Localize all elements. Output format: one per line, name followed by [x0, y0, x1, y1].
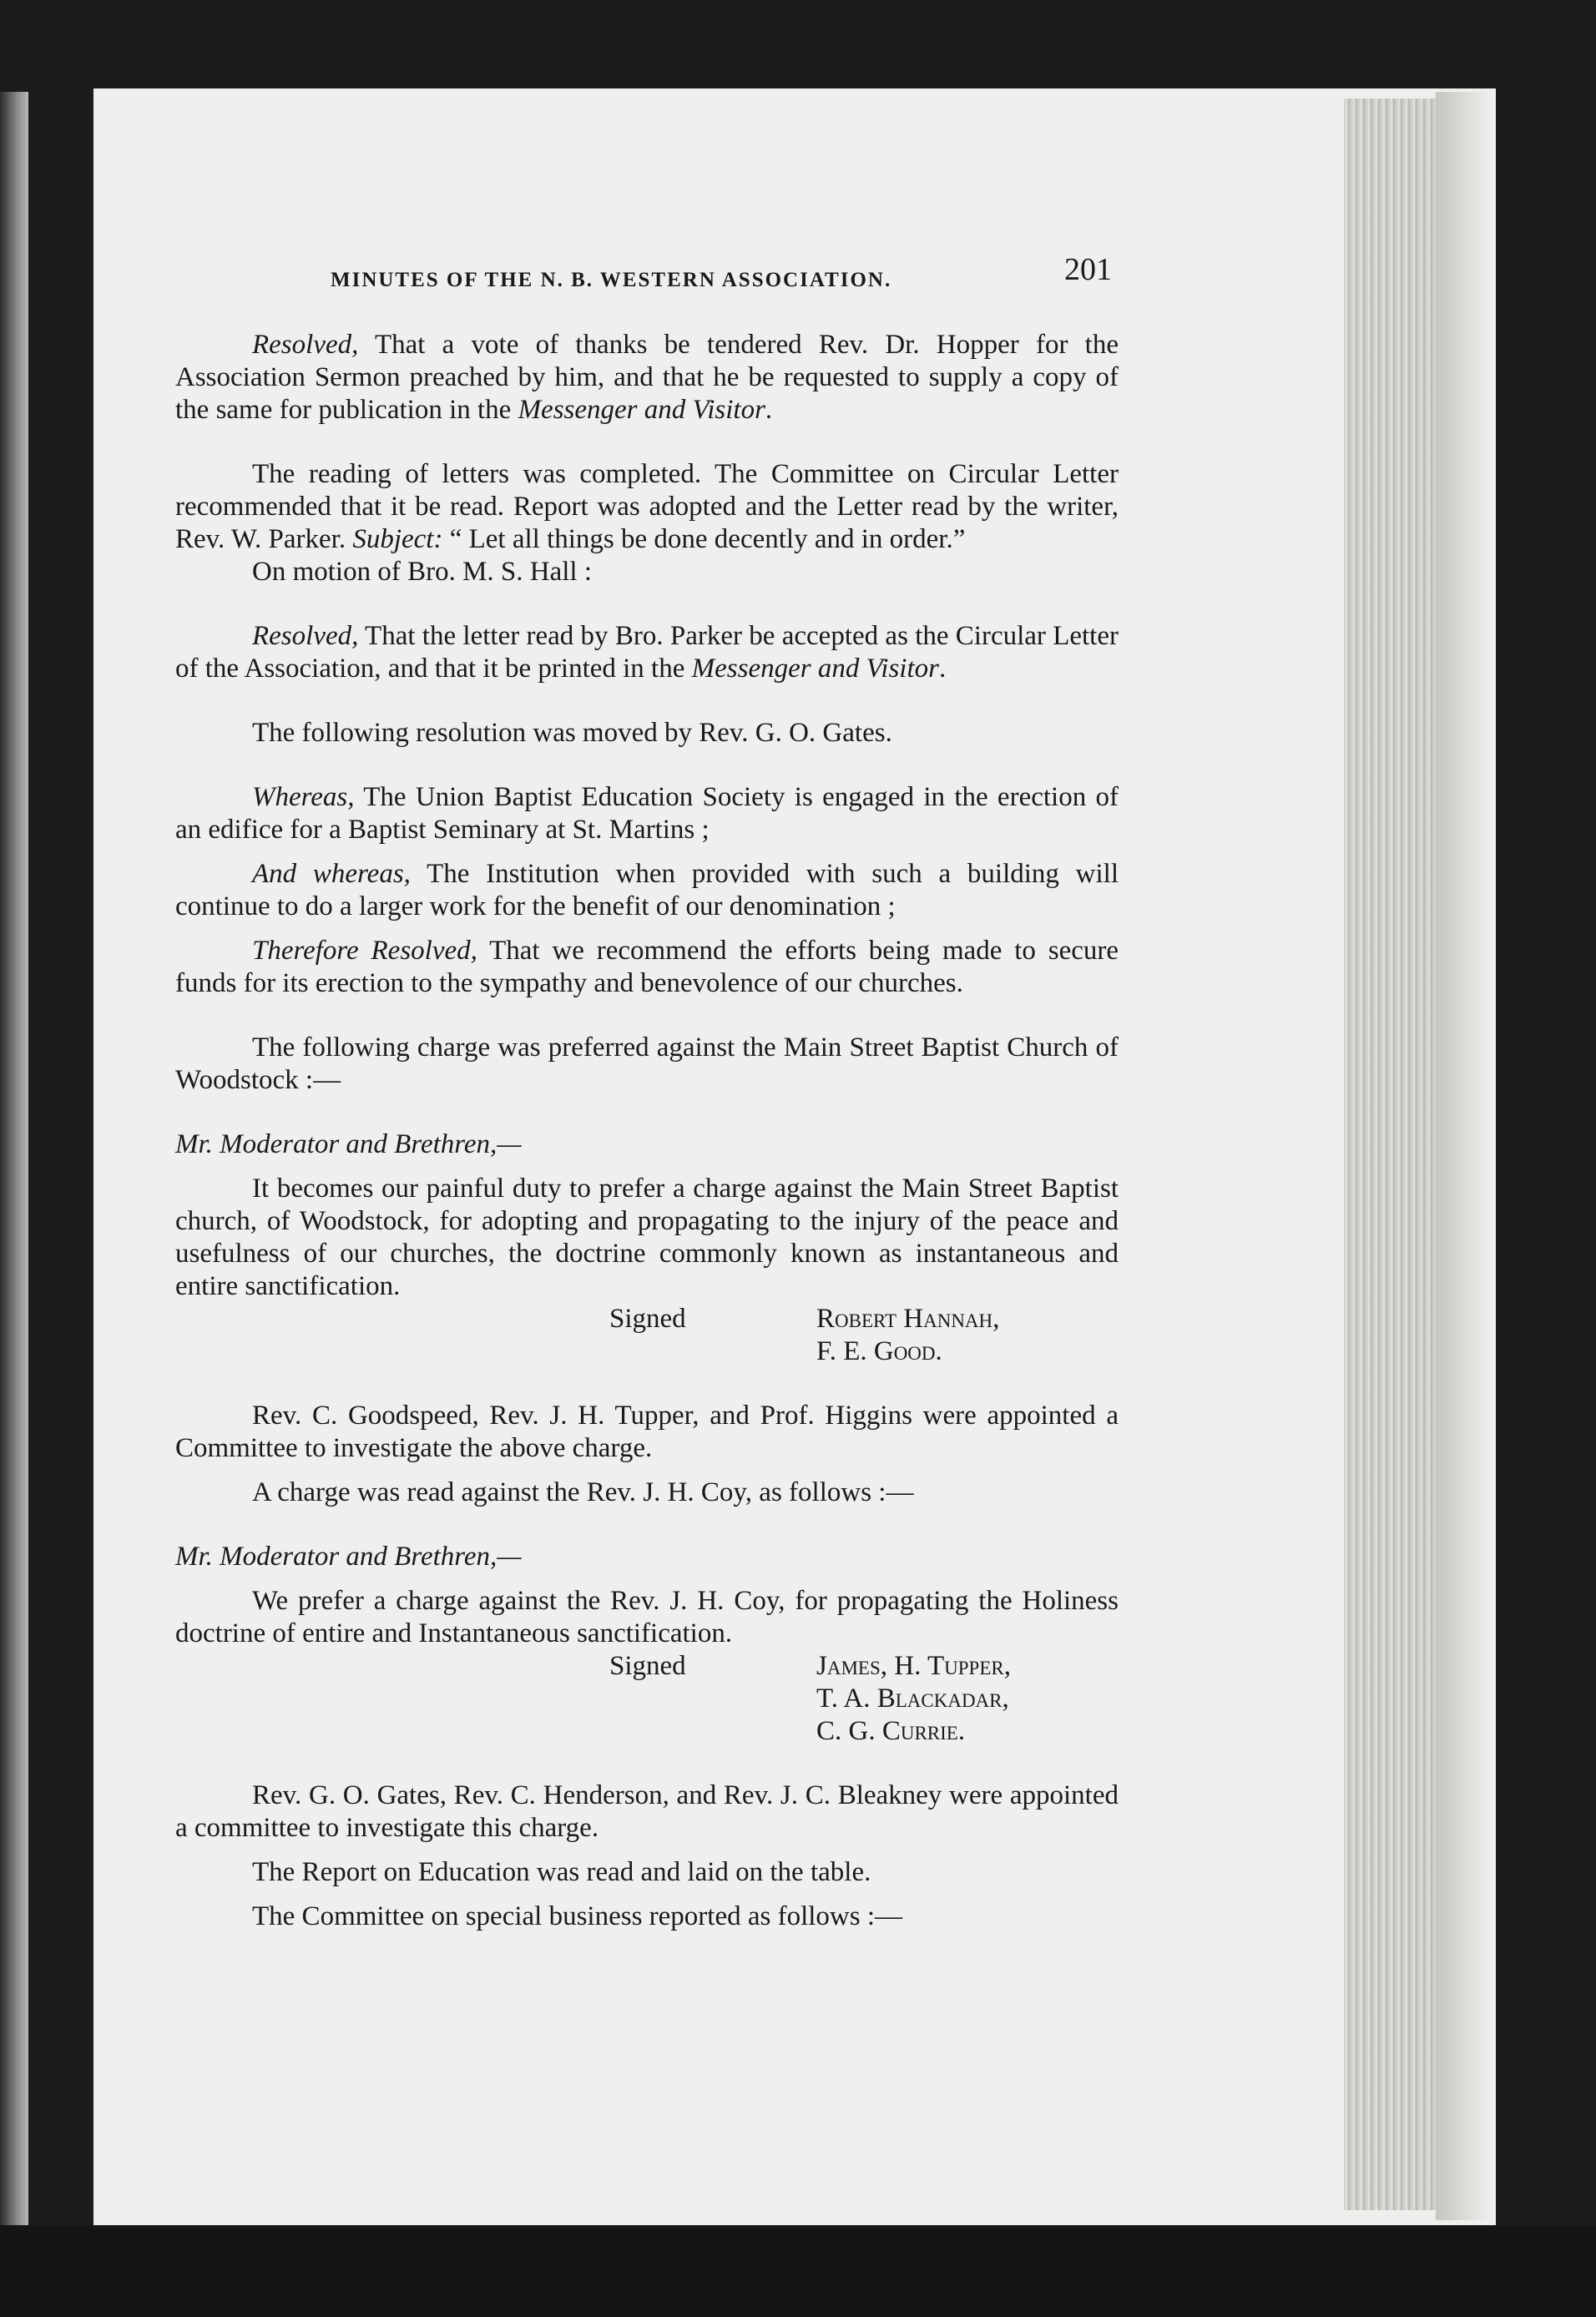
resolution-thanks	[175, 329, 1119, 427]
signed-label: Signed	[609, 1304, 686, 1334]
paragraph-text: That the letter read by Bro. Parker be accepted as the Circular Letter of the Association, and that it be printed in the	[175, 621, 1119, 684]
signatory-name: C. G. Currie.	[816, 1716, 966, 1746]
salutation: Mr. Moderator and Brethren,—	[175, 1129, 522, 1159]
whereas-paragraph	[175, 781, 1119, 846]
page-fore-edge	[1344, 98, 1436, 2210]
subject-label: Subject:	[352, 524, 443, 554]
page-text	[175, 252, 1119, 1933]
signatory-name: F. E. Good.	[816, 1336, 942, 1366]
signatory-name: T. A. Blackadar,	[816, 1683, 1009, 1714]
whereas-label: Whereas,	[252, 782, 355, 812]
therefore-resolved-label: Therefore Resolved,	[252, 936, 477, 966]
committee-appointment: Rev. C. Goodspeed, Rev. J. H. Tupper, and Prof. Higgins were appointed a Committee to investigate the above charge.	[175, 1401, 1119, 1463]
circular-letter-paragraph	[175, 458, 1119, 556]
left-page-edge	[0, 92, 28, 2229]
resolution-intro: The following resolution was moved by Rev. G. O. Gates.	[252, 718, 892, 748]
education-report: The Report on Education was read and laid on the table.	[252, 1857, 871, 1887]
therefore-resolved-paragraph	[175, 935, 1119, 1000]
charge-coy-text: We prefer a charge against the Rev. J. H. Coy, for propagating the Holiness doctrine of entire and Instantaneous sanctification.	[175, 1586, 1119, 1648]
signature-line	[175, 1335, 1119, 1368]
resolved-label: Resolved,	[252, 621, 359, 651]
signature-line	[175, 1650, 1119, 1683]
resolution-circular-letter	[175, 620, 1119, 685]
signatory-name: James, H. Tupper,	[816, 1651, 1011, 1681]
scan-bottom-border	[0, 2225, 1596, 2317]
paragraph-text: The reading of letters was completed. The Committee on Circular Letter recommended that it be read. Report was adopted and the Letter read by the writer, Rev. W. Parker.	[175, 459, 1119, 554]
page-edge-shadow	[1436, 92, 1496, 2220]
running-title: MINUTES OF THE N. B. WESTERN ASSOCIATION.	[331, 269, 892, 291]
signature-line	[175, 1303, 1119, 1335]
paragraph-end: .	[938, 654, 947, 684]
charge-woodstock-text: It becomes our painful duty to prefer a charge against the Main Street Baptist church, of Woodstock, for adopting and propagating to the injury of the peace and usefulness of our churches, the doctrine commonly known as instantaneous and entire sanctification.	[175, 1174, 1119, 1301]
salutation: Mr. Moderator and Brethren,—	[175, 1542, 522, 1572]
subject-text: “ Let all things be done decently and in order.”	[442, 524, 966, 554]
paragraph-end: .	[765, 395, 773, 425]
special-business-report: The Committee on special business reported as follows :—	[252, 1901, 903, 1931]
committee-appointment-coy: Rev. G. O. Gates, Rev. C. Henderson, and Rev. J. C. Bleakney were appointed a committee to investigate this charge.	[175, 1780, 1119, 1843]
publication-name: Messenger and Visitor	[518, 395, 765, 425]
resolved-label: Resolved,	[252, 330, 359, 360]
motion-paragraph: On motion of Bro. M. S. Hall :	[252, 557, 593, 587]
signed-label: Signed	[609, 1651, 686, 1681]
page-number: 201	[1064, 252, 1112, 287]
charge-intro-woodstock: The following charge was preferred against the Main Street Baptist Church of Woodstock :—	[175, 1032, 1119, 1095]
paragraph-text: The Union Baptist Education Society is engaged in the erection of an edifice for a Baptist Seminary at St. Martins ;	[175, 782, 1119, 845]
page-header	[175, 252, 1119, 295]
paragraph-text: That a vote of thanks be tendered Rev. Dr. Hopper for the Association Sermon preached by him, and that he be requested to supply a copy of the same for publication in the	[175, 330, 1119, 425]
and-whereas-label: And whereas,	[252, 859, 411, 889]
signature-line	[175, 1715, 1119, 1748]
signature-line	[175, 1683, 1119, 1715]
publication-name: Messenger and Visitor	[691, 654, 939, 684]
paragraph-text: The Institution when provided with such a building will continue to do a larger work for the benefit of our denomination ;	[175, 859, 1119, 921]
charge-intro-coy: A charge was read against the Rev. J. H. Coy, as follows :—	[252, 1477, 914, 1507]
paragraph-text: That we recommend the efforts being made to secure funds for its erection to the sympathy and benevolence of our churches.	[175, 936, 1119, 998]
and-whereas-paragraph	[175, 858, 1119, 923]
signatory-name: Robert Hannah,	[816, 1304, 1000, 1334]
